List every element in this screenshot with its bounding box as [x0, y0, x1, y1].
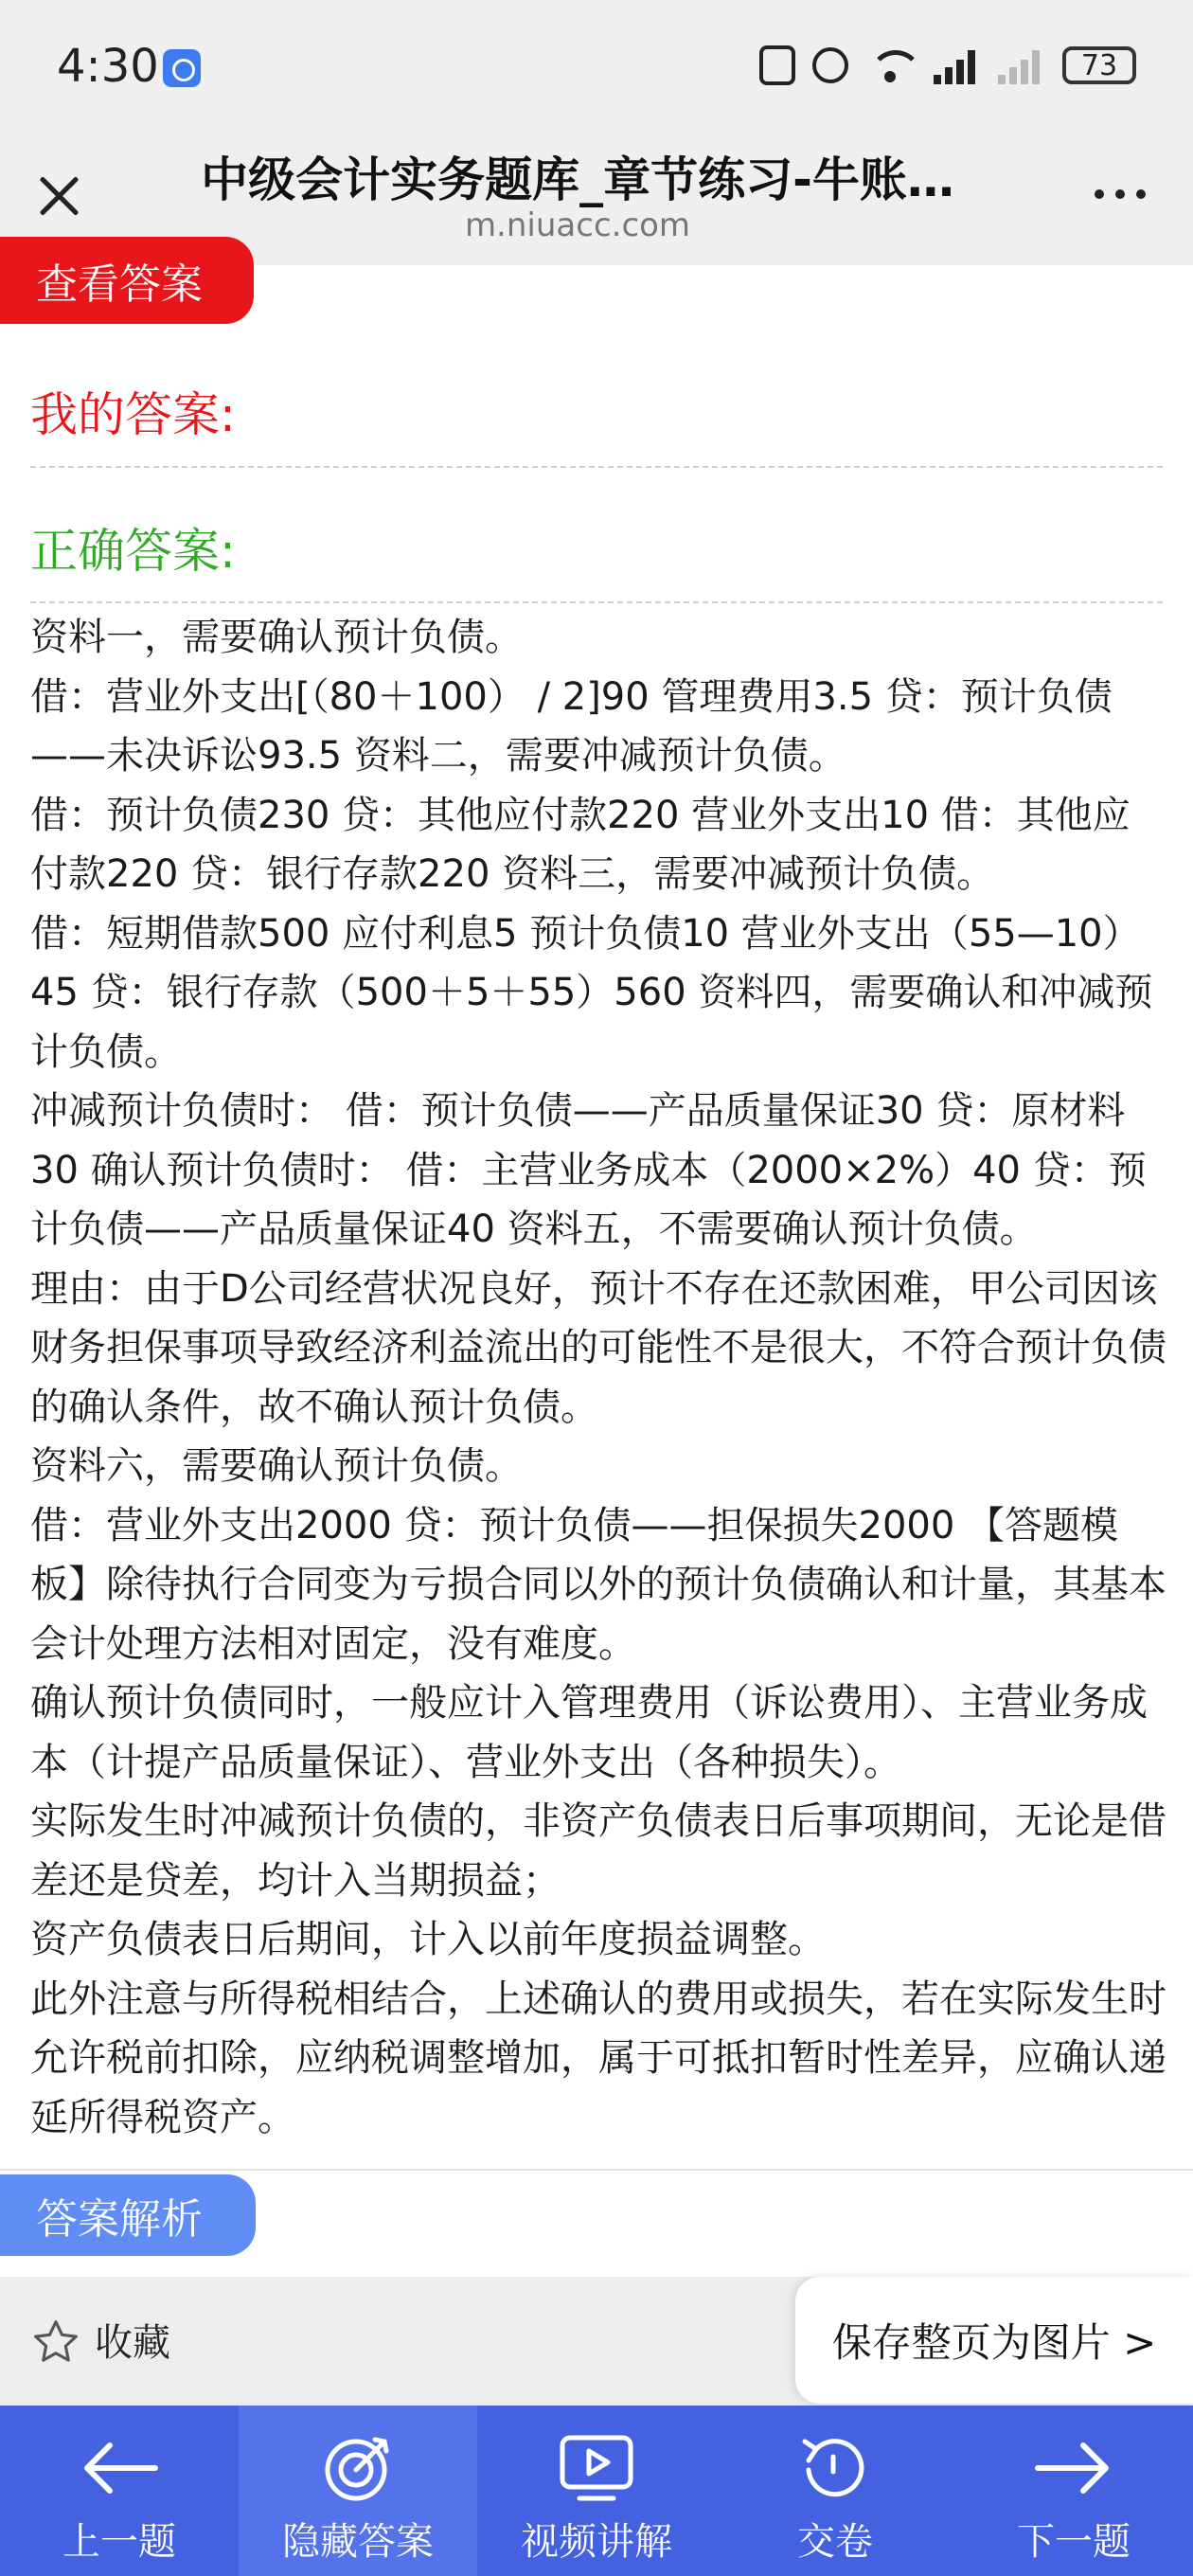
alarm-icon — [812, 47, 848, 83]
app-notification-icon — [163, 49, 201, 87]
answer-paragraph: 实际发生时冲减预计负债的，非资产负债表日后事项期间，无论是借差还是贷差，均计入当期损益； — [30, 1799, 1166, 1903]
answer-paragraph: 资产负债表日后期间，计入以前年度损益调整。 — [30, 1918, 826, 1961]
previous-question-button[interactable] — [0, 2406, 239, 2576]
star-icon[interactable] — [30, 2317, 81, 2368]
close-icon[interactable] — [36, 172, 81, 218]
page-title: 中级会计实务题库_章节练习-牛账… — [201, 152, 954, 207]
target-icon — [312, 2432, 403, 2504]
arrow-left-icon — [74, 2432, 165, 2504]
hide-answer-button[interactable] — [239, 2406, 477, 2576]
arrow-right-icon — [1028, 2432, 1119, 2504]
answer-paragraph: 理由：由于D公司经营状况良好，预计不存在还款困难，甲公司因该财务担保事项导致经济利益流出的可能性不是很大，不符合预计负债的确认条件，故不确认预计负债。 — [30, 1266, 1166, 1429]
answer-paragraph: 此外注意与所得税相结合，上述确认的费用或损失，若在实际发生时允许税前扣除，应纳税调整增加，属于可抵扣暂时性差异，应确认递延所得税资产。 — [30, 1977, 1166, 2139]
favorite-label[interactable]: 收藏 — [95, 2321, 170, 2365]
page-domain: m.niuacc.com — [464, 206, 691, 244]
video-play-icon — [551, 2432, 642, 2504]
status-icons — [759, 42, 1136, 89]
divider — [30, 466, 1163, 468]
nav-label: 隐藏答案 — [282, 2520, 434, 2564]
battery-level: 73 — [1080, 48, 1118, 82]
submit-exam-button[interactable] — [716, 2406, 954, 2576]
answer-analysis-button[interactable]: 答案解析 — [0, 2174, 256, 2256]
my-answer-label: 我的答案: — [30, 387, 236, 442]
save-page-as-image-button[interactable]: 保存整页为图片 > — [795, 2277, 1193, 2404]
signal-secondary-icon — [998, 46, 1045, 84]
nav-label: 视频讲解 — [521, 2520, 672, 2564]
nav-label: 下一题 — [1017, 2520, 1131, 2564]
more-options-icon[interactable] — [1095, 189, 1146, 199]
answer-paragraph: 借：预计负债230 贷：其他应付款220 营业外支出10 借：其他应付款220 贷：银行存款220 资料三，需要冲减预计负债。 — [30, 793, 1131, 896]
submit-clock-icon — [790, 2432, 881, 2504]
nav-label: 交卷 — [797, 2520, 873, 2564]
answer-paragraph: 冲减预计负债时： 借：预计负债——产品质量保证30 贷：原材料30 确认预计负债时： 借：主营业务成本（2000×2%）40 贷：预计负债——产品质量保证40 资料五，不需要确认预计负债。 — [30, 1089, 1147, 1251]
view-answer-button[interactable]: 查看答案 — [0, 237, 254, 324]
next-question-button[interactable] — [954, 2406, 1193, 2576]
answer-content[interactable] — [0, 260, 1193, 2244]
nav-label: 上一题 — [62, 2520, 176, 2564]
divider — [0, 2169, 1193, 2171]
bottom-nav — [0, 2406, 1193, 2576]
answer-paragraph: 资料六，需要确认预计负债。 — [30, 1444, 523, 1488]
status-bar — [0, 0, 1193, 133]
answer-paragraph: 借：短期借款500 应付利息5 预计负债10 营业外支出（55—10）45 贷：银行存款（500＋5＋55）560 资料四，需要确认和冲减预计负债。 — [30, 911, 1153, 1074]
signal-icon — [934, 46, 981, 84]
battery-icon — [1062, 46, 1136, 84]
wifi-icon — [865, 46, 917, 84]
divider — [30, 601, 1163, 603]
correct-answer-label: 正确答案: — [30, 524, 236, 579]
nfc-icon — [759, 45, 795, 85]
video-explanation-button[interactable] — [477, 2406, 716, 2576]
status-time: 4:30 — [57, 40, 159, 93]
answer-paragraph: 确认预计负债同时，一般应计入管理费用（诉讼费用）、主营业务成本（计提产品质量保证）、营业外支出（各种损失）。 — [30, 1681, 1148, 1784]
answer-paragraph: 借：营业外支出[（80＋100） / 2]90 管理费用3.5 贷：预计负债——未决诉讼93.5 资料二，需要冲减预计负债。 — [30, 674, 1113, 778]
correct-answer-text — [30, 608, 1166, 2147]
answer-paragraph: 资料一，需要确认预计负债。 — [30, 616, 523, 659]
answer-paragraph: 借：营业外支出2000 贷：预计负债——担保损失2000 【答题模板】除待执行合同变为亏损合同以外的预计负债确认和计量，其基本会计处理方法相对固定，没有难度。 — [30, 1503, 1166, 1666]
